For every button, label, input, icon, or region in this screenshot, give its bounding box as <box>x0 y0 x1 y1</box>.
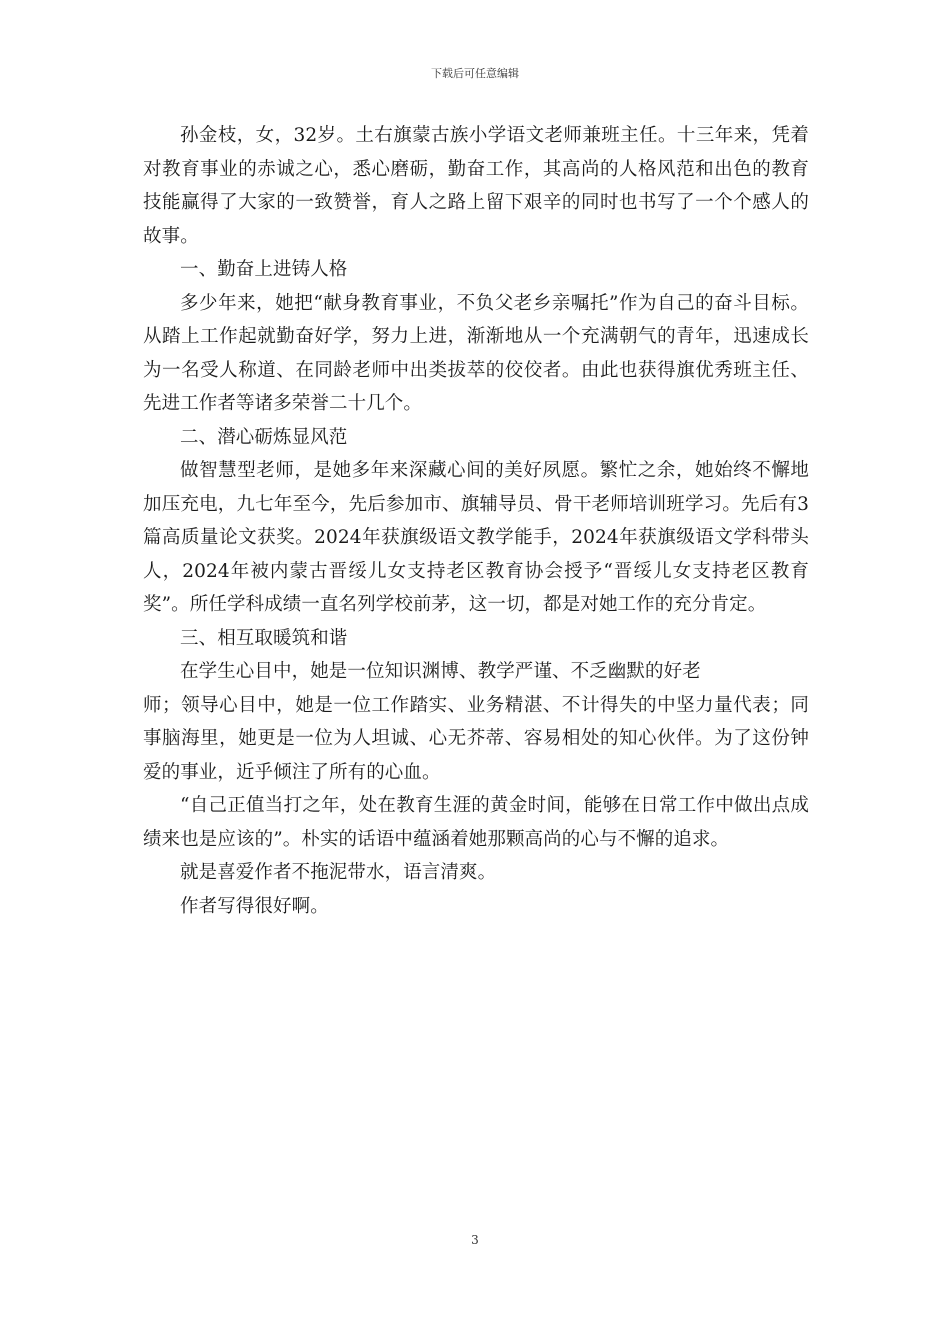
quote-paragraph: “自己正值当打之年，处在教育生涯的黄金时间，能够在日常工作中做出点成绩来也是应该的”。朴实的话语中蕴涵着她那颗高尚的心与不懈的追求。 <box>143 795 809 850</box>
section-3-paragraph-line: 在学生心目中，她是一位知识渊博、教学严谨、不乏幽默的好老 <box>180 661 701 682</box>
comment-paragraph-2: 作者写得很好啊。 <box>180 895 329 917</box>
comment-paragraph-1: 就是喜爱作者不拖泥带水，语言清爽。 <box>180 862 497 883</box>
section-heading-1: 一、勤奋上进铸人格 <box>180 259 348 280</box>
intro-paragraph: 孙金枝，女，32岁。土右旗蒙古族小学语文老师兼班主任。十三年来，凭着对教育事业的赤诚之心，悉心磨砺，勤奋工作，其高尚的人格风范和出色的教育技能赢得了大家的一致赞誉，育人之路上留下艰辛的同时也书写了一个个感人的故事。 <box>143 125 809 247</box>
section-1-paragraph: 多少年来，她把“献身教育事业，不负父老乡亲嘱托”作为自己的奋斗目标。从踏上工作起就勤奋好学，努力上进，渐渐地从一个充满朝气的青年，迅速成长为一名受人称道、在同龄老师中出类拔萃的佼佼者。由此也获得旗优秀班主任、先进工作者等诸多荣誉二十几个。 <box>143 292 809 414</box>
section-heading-3: 三、相互取暖筑和谐 <box>180 627 348 649</box>
page-number: 3 <box>471 1233 479 1247</box>
section-3-paragraph-continued: 师；领导心目中，她是一位工作踏实、业务精湛、不计得失的中坚力量代表；同事脑海里，她更是一位为人坦诚、心无芥蒂、容易相处的知心伙伴。为了这份钟爱的事业，近乎倾注了所有的心血。 <box>143 694 809 783</box>
section-heading-2: 二、潜心砺炼显风范 <box>180 426 348 448</box>
page-header-note: 下载后可任意编辑 <box>431 67 519 80</box>
document-body <box>143 119 809 923</box>
section-2-paragraph: 做智慧型老师，是她多年来深藏心间的美好夙愿。繁忙之余，她始终不懈地加压充电，九七年至今，先后参加市、旗辅导员、骨干老师培训班学习。先后有3篇高质量论文获奖。2024年获旗级语文教学能手，2024年获旗级语文学科带头人，2024年被内蒙古晋绥儿女支持老区教育协会授予“晋绥儿女支持老区教育奖”。所任学科成绩一直名列学校前茅，这一切，都是对她工作的充分肯定。 <box>143 460 809 615</box>
